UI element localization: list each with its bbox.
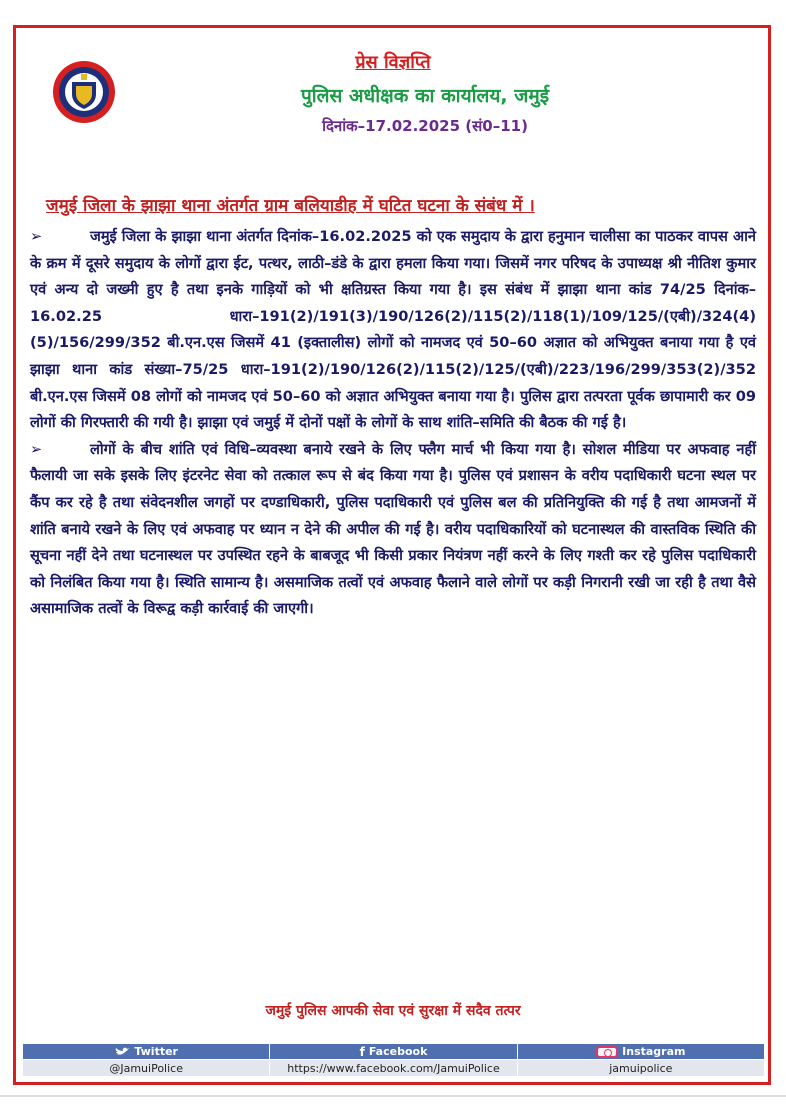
twitter-label: Twitter (134, 1045, 178, 1058)
arrow-bullet-icon: ➢ (30, 228, 43, 245)
twitter-header (23, 1044, 270, 1060)
facebook-label: Facebook (368, 1044, 428, 1058)
arrow-bullet-icon: ➢ (30, 440, 43, 458)
paragraph-2-text: लोगों के बीच शांति एवं विधि–व्यवस्था बनाये रखने के लिए फ्लैग मार्च भी किया गया है। सोशल मीडिया पर अफवाह नहीं फैलायी जा सके इसके लिए इंटरनेट सेवा को तत्काल रूप से बंद किया गया है। पुलिस एवं प्रशासन के वरीय पदाधिकारी घटना स्थल पर कैंप कर रहे है तथा संवेदनशील जगहों पर दण्डाधिकारी, पुलिस पदाधिकारी एवं पुलिस बल की प्रतिनियुक्ति की गई है तथा आमजनों में शांति बनाये रखने के लिए एवं अफवाह पर ध्यान न देने की अपील की गई है। वरीय पदाधिकारियों को घटनास्थल की वास्तविक स्थिति की सूचना नहीं देने तथा घटनास्थल पर उपस्थित रहने के बाबजूद भी किसी प्रकार नियंत्रण नहीं करने के लिए गश्ती कर रहे पुलिस पदाधिकारी को निलंबित किया गया है। स्थिति सामान्य है। असमाजिक तत्वों एवं अफवाह फैलाने वाले लोगों पर कड़ी निगरानी रखी जा रही है तथा वैसे असामाजिक तत्वों के विरूद्व कड़ी कार्रवाई की जाएगी। (30, 440, 756, 618)
slogan: जमुई पुलिस आपकी सेवा एवं सुरक्षा में सदैव तत्पर (265, 1003, 521, 1019)
office-name: पुलिस अधीक्षक का कार्यालय, जमुई (300, 85, 550, 107)
paragraph-1-text: जमुई जिला के झाझा थाना अंतर्गत दिनांक–16.02.2025 को एक समुदाय के द्वारा हनुमान चालीसा का पाठकर वापस आने के क्रम में दूसरे समुदाय के लोगों द्वारा ईट, पत्थर, लाठी–डंडे के द्वारा हमला किया गया। जिसमें नगर परिषद के उपाध्यक्ष श्री नीतिश कुमार एवं अन्य दो जख्मी हुए है तथा इनके गाड़ियों को भी क्षतिग्रस्त किया गया है। इस संबंध में झाझा थाना कांड 74/25 दिनांक–16.02.25 धारा–191(2)/191(3)/190/126(2)/115(2)/118(1)/109/125/(एबी)/324(4)(5)/156/299/352 बी.एन.एस जिसमें 41 (इक्तालीस) लोगों को नामजद एवं 50–60 अज्ञात को अभियुक्त बनाया गया है एवं झाझा थाना कांड संख्या–75/25 धारा–191(2)/190/126(2)/115(2)/125/(एबी)/223/196/299/353(2)/352 बी.एन.एस जिसमें 08 लोगों को नामजद एवं 50–60 को अज्ञात अभियुक्त बनाया गया है। पुलिस द्वारा तत्परता पूर्वक छापामारी कर 09 लोगों की गिरफ्तारी की गयी है। झाझा एवं जमुई में दोनों पक्षों के लोगों के साथ शांति–समिति की बैठक की गई है। (30, 228, 757, 432)
body-text (30, 224, 756, 623)
twitter-handle[interactable]: @JamuiPolice (23, 1060, 270, 1077)
facebook-icon: f (359, 1044, 365, 1059)
facebook-url[interactable]: https://www.facebook.com/JamuiPolice (270, 1060, 517, 1077)
date-line: दिनांक–17.02.2025 (सं0–11) (322, 117, 528, 135)
instagram-handle[interactable]: jamuipolice (517, 1060, 764, 1077)
instagram-label: Instagram (622, 1045, 686, 1058)
instagram-icon (596, 1046, 618, 1058)
press-release-title: प्रेस विज्ञप्ति (355, 52, 431, 73)
paragraph-2 (30, 437, 756, 623)
bottom-divider (0, 1095, 786, 1097)
instagram-header (517, 1044, 764, 1060)
paragraph-1 (30, 224, 756, 437)
subject-heading: जमुई जिला के झाझा थाना अंतर्गत ग्राम बलियाडीह में घटित घटना के संबंध में । (46, 196, 535, 216)
twitter-bird-icon (114, 1047, 130, 1057)
facebook-header (270, 1044, 517, 1060)
social-media-footer (22, 1043, 765, 1077)
